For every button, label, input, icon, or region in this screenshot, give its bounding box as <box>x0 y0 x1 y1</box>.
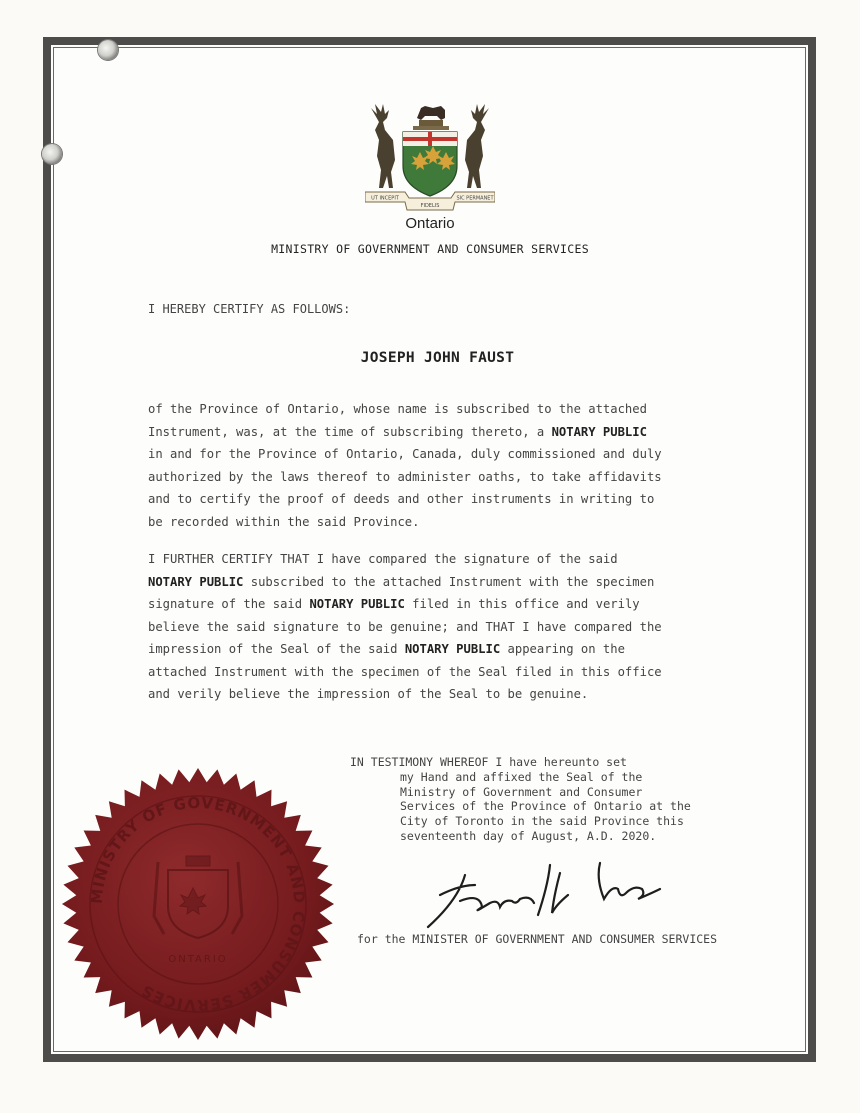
para1-line-4: authorized by the laws thereof to administer oaths, to take affidavits <box>148 469 662 484</box>
testimony-line-6: seventeenth day of August, A.D. 2020. <box>400 828 657 843</box>
paragraph-notary-status <box>148 398 718 533</box>
certify-heading: I HEREBY CERTIFY AS FOLLOWS: <box>148 302 351 316</box>
testimony-line-3: Ministry of Government and Consumer <box>400 784 643 799</box>
notary-public-term: NOTARY PUBLIC <box>551 424 647 439</box>
para1-line-2: Instrument, was, at the time of subscribing thereto, a NOTARY PUBLIC <box>148 424 647 439</box>
signatory-line: for the MINISTER OF GOVERNMENT AND CONSUMER SERVICES <box>357 932 718 946</box>
notary-public-term: NOTARY PUBLIC <box>404 642 501 656</box>
ontario-coat-of-arms-icon <box>365 100 495 220</box>
para2-line-2: NOTARY PUBLIC subscribed to the attached Instrument with the specimen <box>148 574 655 589</box>
crest-motto-right: SIC PERMANET <box>456 195 494 202</box>
seal-inner-text: ONTARIO <box>168 954 228 965</box>
handwritten-signature <box>420 855 670 930</box>
para2-line-6: attached Instrument with the specimen of the Seal filed in this office <box>148 664 662 679</box>
ministry-title: MINISTRY OF GOVERNMENT AND CONSUMER SERVICES <box>271 242 589 256</box>
notary-public-term: NOTARY PUBLIC <box>309 597 405 611</box>
para2-line-1: I FURTHER CERTIFY THAT I have compared the signature of the said <box>148 552 618 566</box>
binder-hole-side <box>42 144 62 164</box>
para2-line-4: believe the said signature to be genuine; and THAT I have compared the <box>148 619 662 634</box>
crest-label: Ontario <box>405 215 455 232</box>
testimony-line-4: Services of the Province of Ontario at the <box>400 799 691 814</box>
para2-line-3: signature of the said NOTARY PUBLIC filed in this office and verily <box>148 597 640 611</box>
crest-motto-left: UT INCEPIT <box>371 195 399 202</box>
testimony-line-5: City of Toronto in the said Province this <box>400 814 684 829</box>
para1-line-3: in and for the Province of Ontario, Canada, duly commissioned and duly <box>148 447 662 461</box>
testimony-line-2: my Hand and affixed the Seal of the <box>400 769 643 784</box>
notary-public-term: NOTARY PUBLIC <box>148 574 244 589</box>
binder-hole-top <box>98 40 118 60</box>
testimony-block <box>350 755 790 844</box>
ministry-seal-icon <box>60 766 336 1042</box>
paragraph-signature-verification <box>148 548 718 706</box>
seal-ring-text: MINISTRY OF GOVERNMENT AND CONSUMER SERVICES <box>87 793 309 1015</box>
para1-line-6: be recorded within the said Province. <box>148 514 420 529</box>
testimony-line-1: IN TESTIMONY WHEREOF I have hereunto set <box>350 755 627 769</box>
notary-name: JOSEPH JOHN FAUST <box>360 350 515 366</box>
crest-motto-center: FIDELIS <box>420 203 440 209</box>
para2-line-7: and verily believe the impression of the Seal to be genuine. <box>148 687 589 701</box>
para2-line-5: impression of the Seal of the said NOTARY PUBLIC appearing on the <box>148 642 625 656</box>
para1-line-1: of the Province of Ontario, whose name is subscribed to the attached <box>148 402 647 416</box>
para1-line-5: and to certify the proof of deeds and other instruments in writing to <box>148 492 655 506</box>
